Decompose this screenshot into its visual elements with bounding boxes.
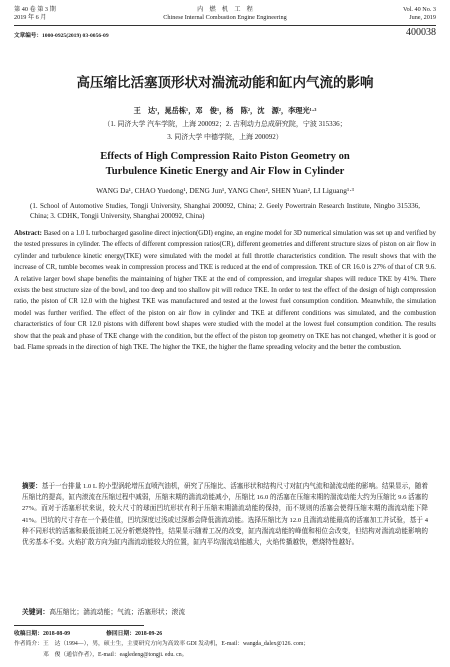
affiliations-en: (1. School of Automotive Studies, Tongji University, Shanghai 200092, China; 2. Geely Powertrain Research Institute, Ningbo 315336, China; 3. CDHK, Tongji University, Shanghai 200092, China): [30, 202, 420, 220]
abstract-en-text: Based on a 1.0 L turbocharged gasoline direct injection(GDI) engine, an engine model for 3D numerical simulation was set up and verified by the tested pressures in cylinder. The effects of different compression ratios(CR), different geometries and different structure sizes of piston on air flow in cylinder and turbulence kinetic energy(TKE) were simulated with the model at full throttle characteristics condition. The result shows that with the increase of CR, tumble becomes weak in compression process and TKE is reduced at the end of compression. TKE of CR 16.0 is 27% of that of CR 9.6. A relative larger bowl shape benefits the maintaining of higher TKE at the end of compression, and irregular shapes will reduce TKE by 41%. There exists the best structure size of the bowl, and too deep and too shallow pit will reduce TKE. In order to test the effect of the design of high compression ratio, the piston of CR 12.0 with the highest TKE was manufactured and tested at the lowest fuel consumption condition. Meanwhile, the simulation model was further verified. The effect of the piston on air flow in cylinder and TKE at different conditions was simulated, and the combustion characteristics of four CR 12.0 pistons with different bowl shapes were studied with the model at the lowest fuel consumption condition. The results show that the peak and phase of TKE change with the condition, but the effect of the piston top geometry on TKE has not changed, whether it is good or bad. Flame spreads in the direction of high TKE. The higher the TKE, the higher the flame spreading velocity and the better the combustion.: [14, 230, 436, 352]
footnote-contact: 邓 俊（通信作者），E-mail：eagledeng@tongji. edu. cn。: [14, 652, 188, 658]
revised-value: 2018-09-26: [135, 631, 163, 637]
header-volume-en-text: Vol. 40 No. 3: [402, 6, 436, 13]
footnote-author-info: 作者简介：王 达（1994—），男，硕士生，主要研究方向为高效率 GDI 发动机，E-mail：wangda_dalex@126. com；: [14, 641, 310, 647]
authors-cn: 王 达¹，晁岳栋¹，邓 俊¹，杨 陈²，沈 源²，李理光¹·³: [133, 107, 317, 115]
abstract-en-label: Abstract:: [14, 230, 42, 237]
keywords-label: 关键词：: [22, 608, 50, 616]
keywords: [22, 606, 428, 616]
keywords-text: 高压缩比；湍流动能；气流；活塞形状；滚流: [49, 609, 186, 616]
journal-name-cn: 内 燃 机 工 程: [197, 6, 253, 13]
header-journal: [14, 6, 436, 22]
journal-name-en: Chinese Internal Combustion Engine Engineering: [163, 14, 287, 21]
authors-en: WANG Da¹, CHAO Yuedong¹, DENG Jun¹, YANG Chen², SHEN Yuan², LI Liguang¹·³: [96, 186, 354, 195]
header-volume-en: [403, 6, 436, 22]
abstract-cn-label: 摘要：: [22, 482, 42, 490]
header-divider: [14, 25, 436, 26]
title-en-line1: Effects of High Compression Raito Piston Geometry on: [100, 151, 350, 162]
header-date-en: June, 2019: [409, 14, 436, 21]
footnote-dates: [14, 630, 436, 638]
abstract-cn-text: 基于一台排量 1.0 L 的小型涡轮增压直喷汽油机，研究了压缩比、活塞形状和结构尺寸对缸内气流和湍流动能的影响。结果显示，随着压缩比的提高，缸内滚流在压缩过程中减弱，压缩末期的湍流动能减小，压缩比 16.0 的活塞在压缩末期的湍流动能大约为压缩比 9.6 活塞的 27%。而对于活塞形状来说，较大尺寸的球面凹坑形状有利于压缩末期湍流动能的保持，而不规则的活塞会使得压缩末期的湍流动能下降 41%。凹坑的尺寸存在一个最佳值，凹坑深度过浅或过深都会降低湍流动能。选择压缩比为 12.0 且湍流动能最高的活塞加工并试验，基于 4 种不同形状的活塞和最低油耗工况分析燃烧特性，结果显示随着工况的改变，缸内湍流动能的峰值和相位会改变，但结构对湍流动能影响的优劣基本不变。火焰扩散方向为缸内湍流动能较大的位置，缸内平均湍流动能越大，火焰传播越快，燃烧特性越好。: [22, 483, 428, 547]
header-date-cn: 2019 年 6 月: [14, 14, 47, 21]
title-en-line2: Turbulence Kinetic Energy and Air Flow in Cylinder: [105, 166, 345, 177]
title-cn: 高压缩比活塞顶形状对湍流动能和缸内气流的影响: [76, 75, 374, 91]
header-volume-cn: 第 40 卷 第 3 期: [14, 6, 56, 13]
abstract-en: [14, 228, 436, 353]
affiliation-cn-line1: （1. 同济大学 汽车学院，上海 200092；2. 吉利动力总成研究院，宁波 315336；: [103, 120, 347, 128]
abstract-cn: [22, 481, 428, 548]
affiliation-cn-line2: 3. 同济大学 中德学院，上海 200092）: [167, 133, 283, 141]
article-number: 文章编号：1000-0925(2019) 03-0056-09: [14, 33, 109, 39]
article-code: 400038: [406, 27, 436, 38]
received-value: 2018-08-09: [43, 631, 71, 637]
received-label: 收稿日期：: [14, 631, 43, 637]
revised-label: 修回日期：: [106, 631, 136, 637]
footnote-divider: [14, 625, 144, 626]
